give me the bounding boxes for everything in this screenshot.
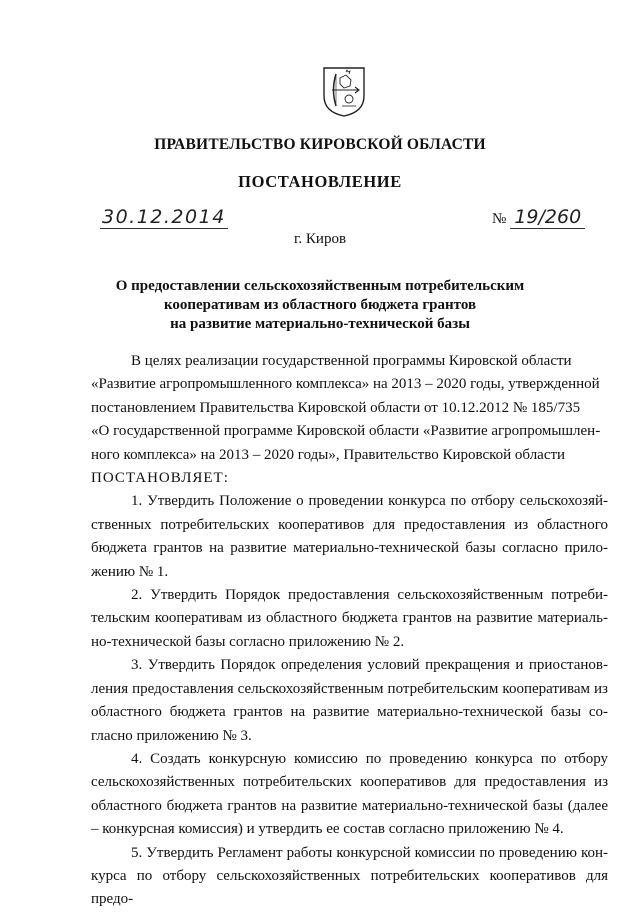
preamble-line: «Развитие агропромышленного комплекса» на 2013 – 2020 годы, утвержденной: [91, 376, 600, 393]
resolution-item: 3. Утвердить Порядок определения условий прекращения и приостанов-ления предоставления сельскохозяйственным потребительским кооперативам из областного бюджета грантов на развитие материально-технической базы со-гласно приложению № 3.: [91, 657, 608, 744]
preamble-line: ного комплекса» на 2013 – 2020 годы», Правительство Кировской области: [91, 446, 566, 463]
subject-line: О предоставлении сельскохозяйственным потребительским: [115, 278, 525, 294]
number-sign: №: [492, 211, 507, 227]
resolution-item: 2. Утвердить Порядок предоставления сельскохозяйственным потреби-тельским кооперативам из областного бюджета грантов на развитие материаль-но-технической базы согласно приложению № 2.: [91, 587, 608, 650]
government-title: ПРАВИТЕЛЬСТВО КИРОВСКОЙ ОБЛАСТИ: [154, 136, 486, 153]
preamble-line: постановлением Правительства Кировской области от 10.12.2012 № 185/735: [91, 399, 581, 416]
resolution-item: 4. Создать конкурсную комиссию по проведению конкурса по отбору сельскохозяйственных потребительских кооперативов для предоставления из областного бюджета грантов на развитие материально-технической базы (далее – конкурсная комиссия) и утвердить ее состав согласно приложению № 4.: [91, 750, 608, 838]
preamble-line: В целях реализации государственной программы Кировской области: [131, 353, 572, 369]
resolution-item: 5. Утвердить Регламент работы конкурсной комиссии по проведению кон-курса по отбору сельскохозяйственных потребительских кооперативов для предо-: [91, 844, 608, 908]
city-line: г. Киров: [293, 231, 347, 247]
subject-line: на развитие материально-технической базы: [170, 316, 470, 332]
document-type-title: ПОСТАНОВЛЕНИЕ: [238, 172, 402, 191]
decree-word: ПОСТАНОВЛЯЕТ:: [91, 470, 229, 487]
preamble-paragraph: [91, 350, 608, 490]
document-number-value: 19/260: [510, 206, 585, 229]
document-subject: [0, 277, 640, 334]
document-body: [91, 350, 608, 912]
preamble-line: «О государственной программе Кировской области «Развитие агропромышлен-: [91, 423, 601, 440]
document-number: [492, 206, 585, 230]
kirov-coat-of-arms-icon: [322, 66, 366, 118]
subject-line: кооперативам из областного бюджета грантов: [163, 297, 477, 313]
resolution-item: 1. Утвердить Положение о проведении конкурса по отбору сельскохозяй-ственных потребительских кооперативов для предоставления из областного бюджета грантов на развитие материально-технической базы согласно прило-жению № 1.: [91, 493, 608, 580]
document-date: 30.12.2014: [102, 206, 226, 228]
